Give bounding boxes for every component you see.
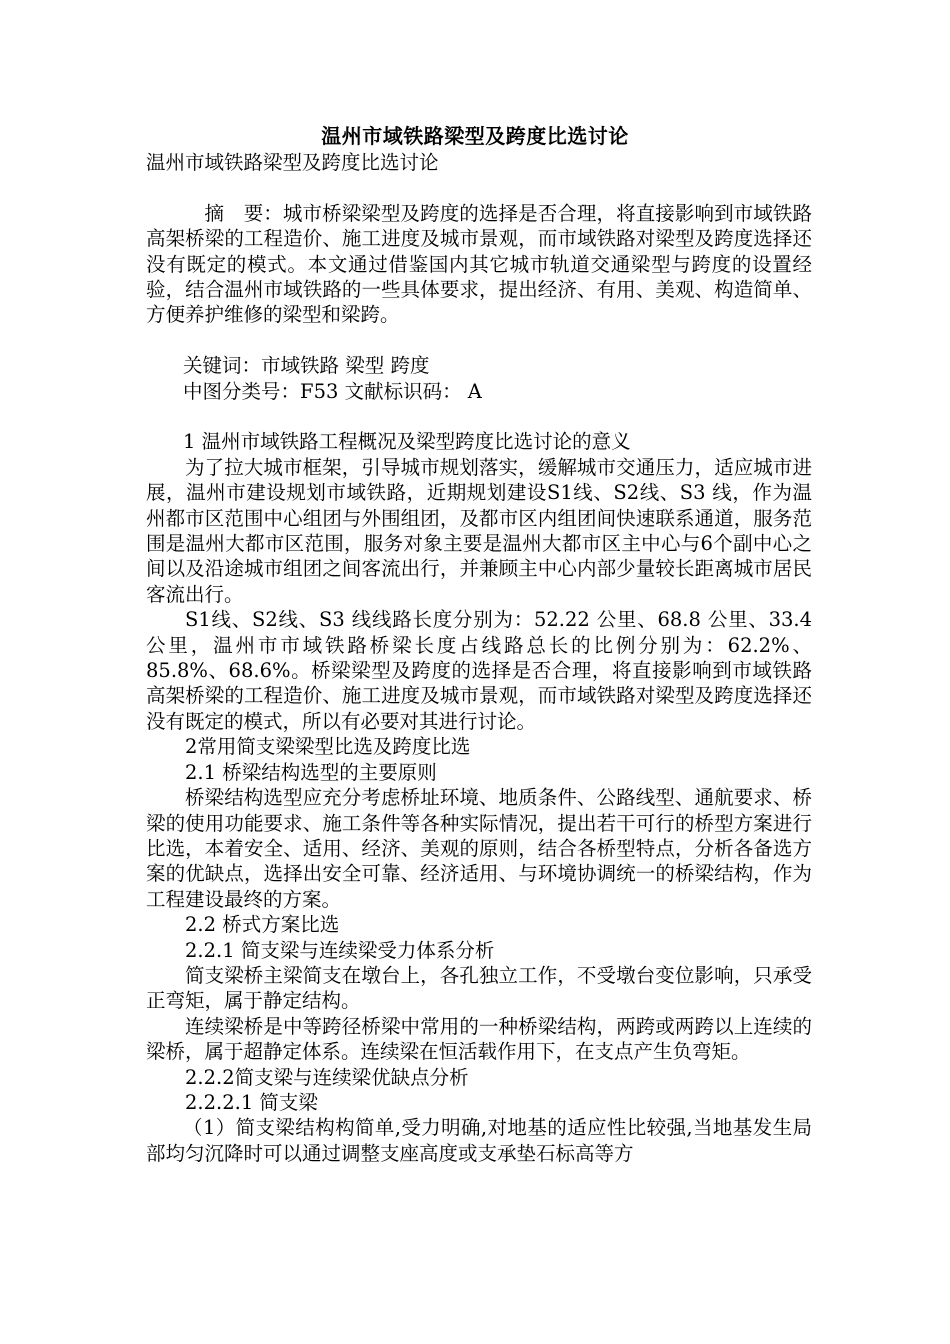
paragraph: S1线、S2线、S3 线线路长度分别为：52.22 公里、68.8 公里、33.4 公里，温州市市域铁路桥梁长度占线路总长的比例分别为：62.2%、85.8%、68.6%。桥梁梁型及跨度的选择是否合理，将直接影响到市域铁路高架桥梁的工程造价、施工进度及城市景观，而市域铁路对梁型及跨度选择还没有既定的模式，所以有必要对其进行讨论。 xyxy=(146,608,812,733)
paragraph: 连续梁桥是中等跨径桥梁中常用的一种桥梁结构，两跨或两跨以上连续的梁桥，属于超静定体系。连续梁在恒活载作用下，在支点产生负弯矩。 xyxy=(146,1014,812,1064)
subsection-heading: 2.2 桥式方案比选 xyxy=(185,913,340,937)
paragraph: 为了拉大城市框架，引导城市规划落实，缓解城市交通压力，适应城市进展，温州市建设规划市域铁路，近期规划建设S1线、S2线、S3 线，作为温州都市区范围中心组团与外围组团，及都市区内组团间快速联系通道，服务范围是温州大都市区范围，服务对象主要是温州大都市区主中心与6个副中心之间以及沿途城市组团之间客流出行，并兼顾主中心内部少量较长距离城市居民客流出行。 xyxy=(146,455,812,606)
spacer xyxy=(146,328,812,353)
subsection-heading: 2.2.2简支梁与连续梁优缺点分析 xyxy=(185,1065,469,1089)
section-heading: 1 温州市域铁路工程概况及梁型跨度比选讨论的意义 xyxy=(183,430,631,454)
document-subtitle: 温州市域铁路梁型及跨度比选讨论 xyxy=(146,151,439,174)
paragraph: 桥梁结构选型应充分考虑桥址环境、地质条件、公路线型、通航要求、桥梁的使用功能要求、施工条件等各种实际情况，提出若干可行的桥型方案进行比选，本着安全、适用、经济、美观的原则，结合各桥型特点，分析各备选方案的优缺点，选择出安全可靠、经济适用、与环境协调统一的桥梁结构，作为工程建设最终的方案。 xyxy=(146,786,812,911)
keywords-line: 关键词：市域铁路 梁型 跨度 xyxy=(183,354,430,378)
classification-line: 中图分类号：F53 文献标识码： A xyxy=(183,379,482,403)
document-title: 温州市域铁路梁型及跨度比选讨论 xyxy=(321,124,629,148)
spacer xyxy=(146,404,812,429)
abstract-paragraph: 摘 要：城市桥梁梁型及跨度的选择是否合理，将直接影响到市域铁路高架桥梁的工程造价、施工进度及城市景观，而市域铁路对梁型及跨度选择还没有既定的模式。本文通过借鉴国内其它城市轨道交通梁型与跨度的设置经验，结合温州市域铁路的一些具体要求，提出经济、有用、美观、构造简单、方便养护维修的梁型和梁跨。 xyxy=(146,201,812,327)
subsection-heading: 2.1 桥梁结构选型的主要原则 xyxy=(185,760,437,784)
paragraph: （1）简支梁结构构简单,受力明确,对地基的适应性比较强,当地基发生局部均匀沉降时可以通过调整支座高度或支承垫石标高等方 xyxy=(146,1116,812,1165)
spacer xyxy=(146,175,812,200)
section-heading: 2常用简支梁梁型比选及跨度比选 xyxy=(185,735,471,759)
document-body xyxy=(146,150,812,1166)
subsection-heading: 2.2.2.1 简支梁 xyxy=(185,1090,318,1114)
paragraph: 简支梁桥主梁简支在墩台上，各孔独立工作，不受墩台变位影响，只承受正弯矩，属于静定结构。 xyxy=(146,963,812,1013)
subsection-heading: 2.2.1 简支梁与连续梁受力体系分析 xyxy=(185,938,495,962)
